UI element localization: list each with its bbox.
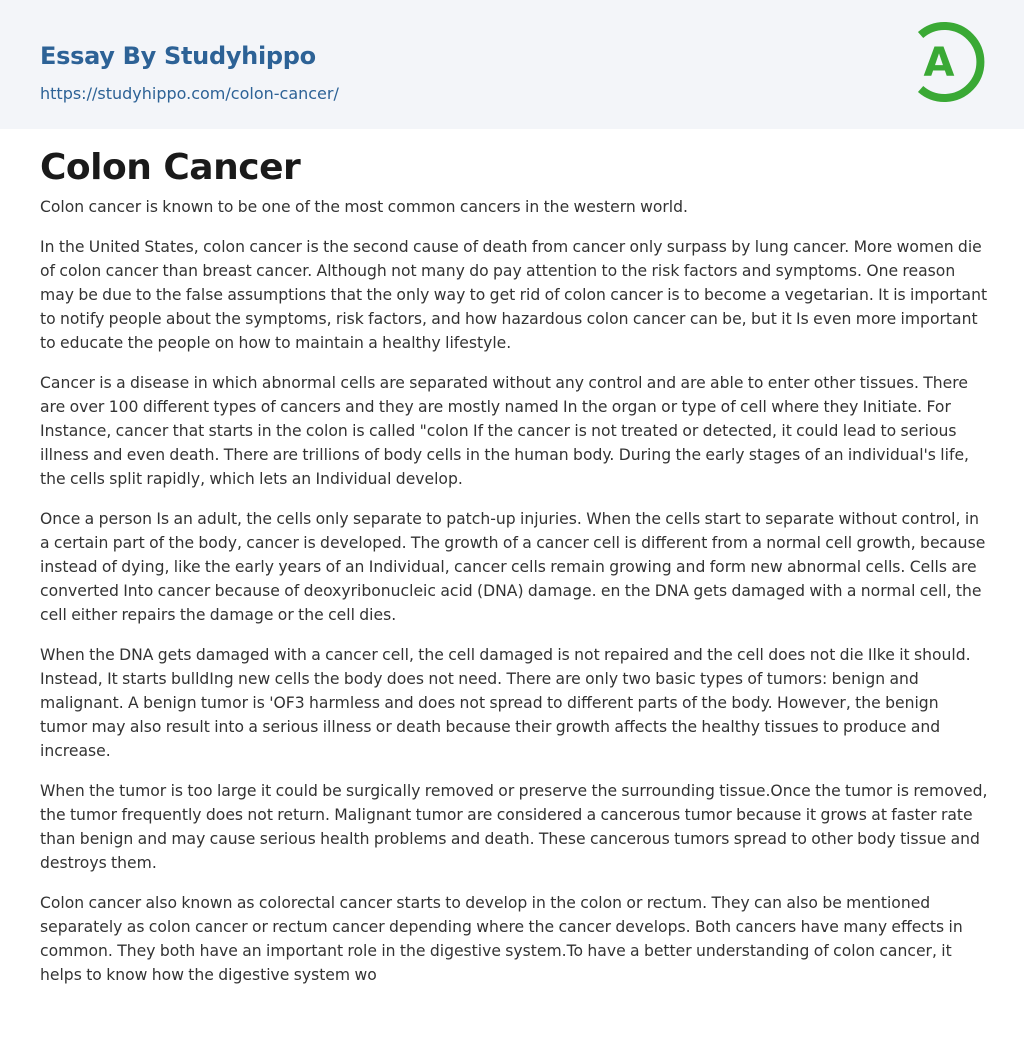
essay-paragraph: Colon cancer also known as colorectal cancer starts to develop in the colon or rectum. They can also be mentioned separately as colon cancer or rectum cancer depending where the cancer develops. Both cancers have many effects in common. They both have an important role in the digestive system.To have a better understanding of colon cancer, it helps to know how the digestive system wo <box>40 894 963 984</box>
site-header <box>0 0 1024 129</box>
essay-paragraph: When the tumor is too large it could be surgically removed or preserve the surrounding tissue.Once the tumor is removed, the tumor frequently does not return. Malignant tumor are considered a cancerous tumor because it grows at faster rate than benign and may cause serious health problems and death. These cancerous tumors spread to other body tissue and destroys them. <box>40 782 988 872</box>
essay-paragraph: Cancer is a disease in which abnormal cells are separated without any control and are able to enter other tissues. There are over 100 different types of cancers and they are mostly named In the organ or type of cell where they Initiate. For Instance, cancer that starts in the colon is called "colon If the cancer is not treated or detected, it could lead to serious illness and even death. There are trillions of body cells in the human body. During the early stages of an individual's life, the cells split rapidly, which lets an Individual develop. <box>40 374 969 488</box>
source-url-link[interactable]: https://studyhippo.com/colon-cancer/ <box>40 84 339 103</box>
essay-paragraph: Once a person Is an adult, the cells only separate to patch-up injuries. When the cells start to separate without control, in a certain part of the body, cancer is developed. The growth of a cancer cell is different from a normal cell growth, because instead of dying, like the early years of an Individual, cancer cells remain growing and form new abnormal cells. Cells are converted Into cancer because of deoxyribonucleic acid (DNA) damage. en the DNA gets damaged with a normal cell, the cell either repairs the damage or the cell dies. <box>40 510 986 624</box>
logo-letter: A <box>923 40 955 86</box>
site-brand[interactable]: Essay By Studyhippo <box>40 42 316 70</box>
essay-paragraph: When the DNA gets damaged with a cancer cell, the cell damaged is not repaired and the cell does not die Ilke it should. Instead, It starts bulldIng new cells the body does not need. There are only two basic types of tumors: benign and malignant. A benign tumor is 'OF3 harmless and does not spread to different parts of the body. However, the benign tumor may also result into a serious illness or death because their growth affects the healthy tissues to produce and increase. <box>40 646 971 760</box>
essay-paragraph: In the United States, colon cancer is the second cause of death from cancer only surpass by lung cancer. More women die of colon cancer than breast cancer. Although not many do pay attention to the risk factors and symptoms. One reason may be due to the false assumptions that the only way to get rid of colon cancer is to become a vegetarian. It is important to notify people about the symptoms, risk factors, and how hazardous colon cancer can be, but it Is even more important to educate the people on how to maintain a healthy lifestyle. <box>40 238 988 352</box>
essay-title: Colon Cancer <box>40 147 301 188</box>
studyhippo-logo-icon[interactable] <box>908 18 988 106</box>
essay-content <box>40 146 990 1003</box>
essay-paragraph: Colon cancer is known to be one of the most common cancers in the western world. <box>40 198 688 216</box>
